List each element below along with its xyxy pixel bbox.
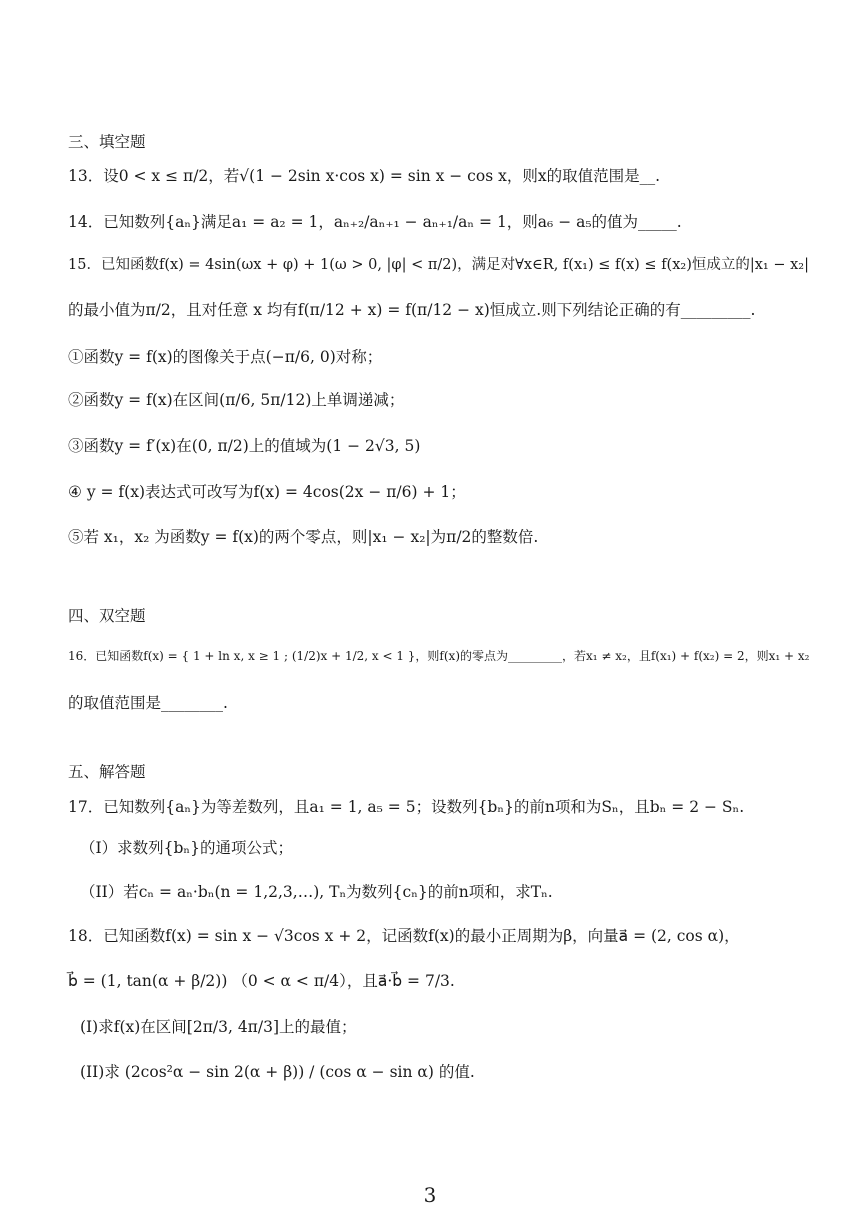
section-title: 三、填空题 <box>68 133 146 151</box>
question-15-stem-cont: 的最小值为π/2，且对任意 x 均有f(π/12 + x) = f(π/12 − x)恒成立.则下列结论正确的有_________. <box>68 301 756 319</box>
question-17-part-1: （I）求数列{bₙ}的通项公式； <box>80 839 293 857</box>
question-16-cont: 的取值范围是________. <box>68 694 228 712</box>
question-18-part-1: (I)求f(x)在区间[2π/3, 4π/3]上的最值； <box>80 1018 357 1036</box>
page-number: 3 <box>423 1183 437 1207</box>
question-15-option-4: ④ y = f(x)表达式可改写为f(x) = 4cos(2x − π/6) + 1； <box>68 483 466 501</box>
question-15-stem: 15．已知函数f(x) = 4sin(ωx + φ) + 1(ω > 0, |φ| < π/2)，满足对∀x∈R, f(x₁) ≤ f(x) ≤ f(x₂)恒成立的|x₁ − x₂| <box>68 257 809 273</box>
question-15-option-3: ③函数y = f′(x)在(0, π/2)上的值域为(1 − 2√3, 5) <box>68 437 421 455</box>
question-17: 17．已知数列{aₙ}为等差数列，且a₁ = 1, a₅ = 5；设数列{bₙ}的前n项和为Sₙ，且bₙ = 2 − Sₙ. <box>68 798 745 816</box>
section-title: 四、双空题 <box>68 607 146 625</box>
question-18-part-2: (II)求 (2cos²α − sin 2(α + β)) / (cos α − sin α) 的值. <box>80 1063 475 1081</box>
section-title: 五、解答题 <box>68 763 146 781</box>
question-15-option-5: ⑤若 x₁，x₂ 为函数y = f(x)的两个零点，则|x₁ − x₂|为π/2的整数倍. <box>68 528 539 546</box>
question-15-option-2: ②函数y = f(x)在区间(π/6, 5π/12)上单调递减； <box>68 391 405 409</box>
question-14: 14．已知数列{aₙ}满足a₁ = a₂ = 1，aₙ₊₂/aₙ₊₁ − aₙ₊₁/aₙ = 1，则a₆ − a₅的值为_____. <box>68 213 682 231</box>
question-13: 13．设0 < x ≤ π/2，若√(1 − 2sin x·cos x) = sin x − cos x，则x的取值范围是__. <box>68 167 660 185</box>
question-16: 16．已知函数f(x) = { 1 + ln x, x ≥ 1 ; (1/2)x + 1/2, x < 1 }，则f(x)的零点为_________，若x₁ ≠ x₂，且f(x₁) + f(x₂) = 2，则x₁ + x₂ <box>68 649 810 663</box>
question-17-part-2: （II）若cₙ = aₙ·bₙ(n = 1,2,3,…), Tₙ为数列{cₙ}的前n项和，求Tₙ. <box>80 883 553 901</box>
question-18: 18．已知函数f(x) = sin x − √3cos x + 2，记函数f(x)的最小正周期为β，向量a⃗ = (2, cos α)， <box>68 927 740 945</box>
question-18-cont: b⃗ = (1, tan(α + β/2)) （0 < α < π/4），且a⃗·b⃗ = 7/3. <box>68 972 455 990</box>
question-15-option-1: ①函数y = f(x)的图像关于点(−π/6, 0)对称； <box>68 348 383 366</box>
